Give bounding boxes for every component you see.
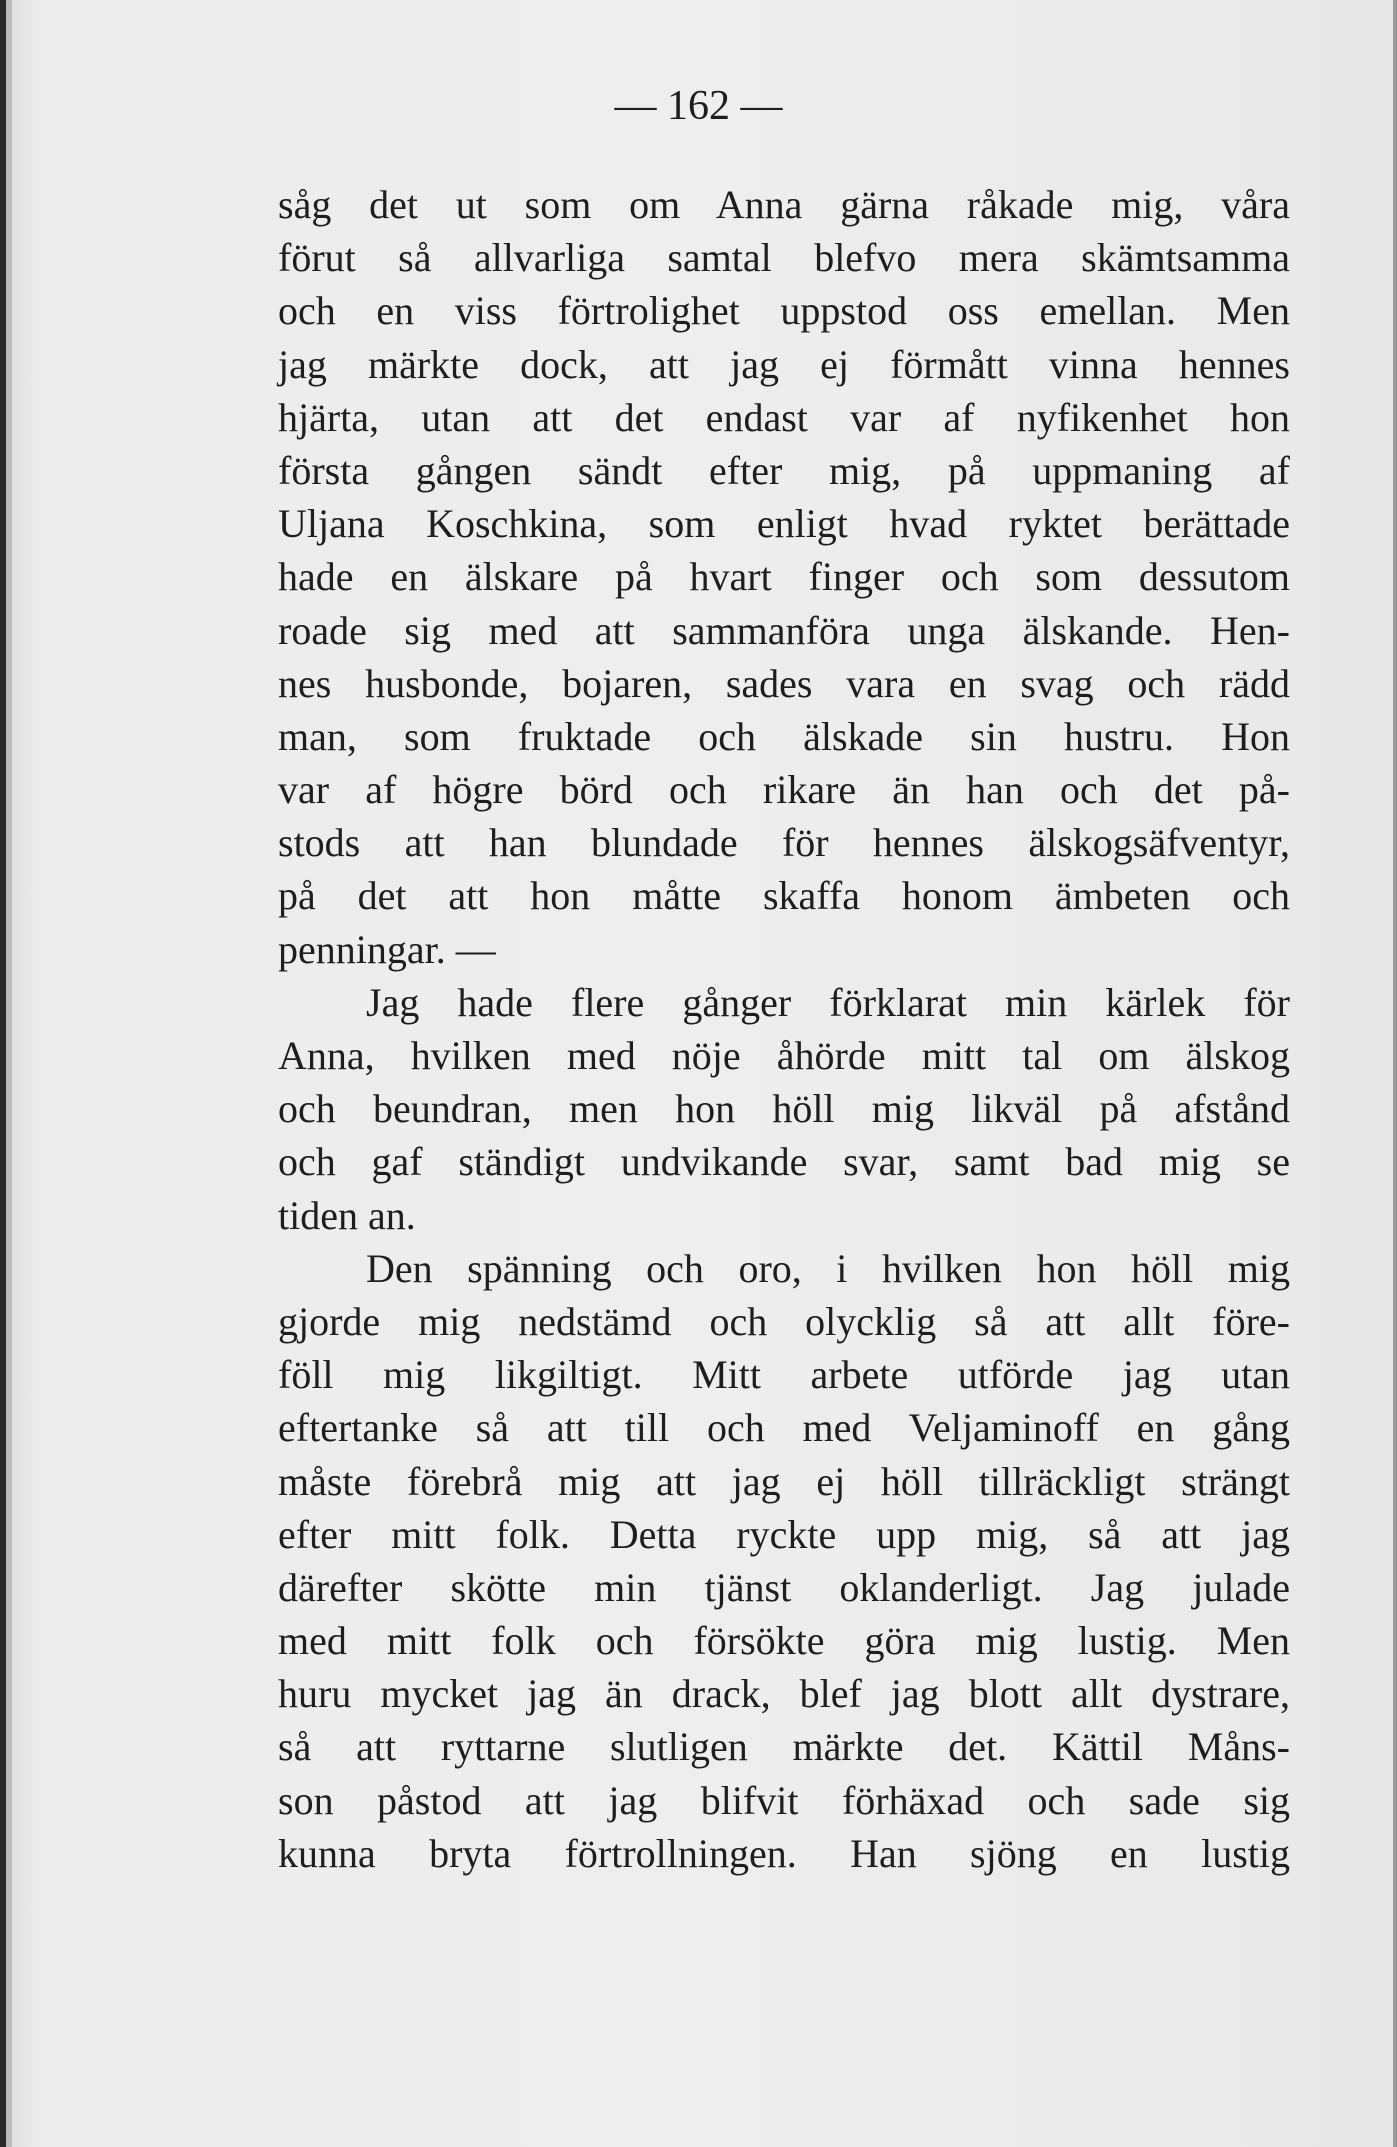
text-line: och en viss förtrolighet uppstod oss emellan. Men (278, 288, 1290, 334)
scan-edge-right (1393, 0, 1397, 2147)
text-line: kunna bryta förtrollningen. Han sjöng en lustig (278, 1830, 1290, 1876)
text-line: nes husbonde, bojaren, sades vara en svag och rädd (278, 660, 1290, 706)
text-line: stods att han blundade för hennes älskogsäfventyr, (278, 820, 1290, 866)
text-line: Jag hade flere gånger förklarat min kärlek för (366, 979, 1290, 1025)
text-line: gjorde mig nedstämd och olycklig så att allt före- (278, 1298, 1290, 1344)
text-line: Den spänning och oro, i hvilken hon höll mig (366, 1245, 1290, 1291)
text-line: penningar. — (278, 926, 496, 972)
text-line: förut så allvarliga samtal blefvo mera skämtsamma (278, 235, 1290, 281)
page-number: — 162 — (614, 83, 783, 129)
text-line: Uljana Koschkina, som enligt hvad ryktet berättade (278, 501, 1290, 547)
text-line: huru mycket jag än drack, blef jag blott allt dystrare, (278, 1671, 1290, 1717)
text-line: på det att hon måtte skaffa honom ämbeten och (278, 873, 1290, 919)
text-line: och beundran, men hon höll mig likväl på afstånd (278, 1086, 1290, 1132)
text-line: hade en älskare på hvart finger och som dessutom (278, 554, 1290, 600)
text-line: och gaf ständigt undvikande svar, samt bad mig se (278, 1139, 1290, 1185)
text-line: roade sig med att sammanföra unga älskande. Hen- (278, 607, 1290, 653)
text-line: måste förebrå mig att jag ej höll tillräckligt strängt (278, 1458, 1290, 1504)
scan-edge-shadow (6, 0, 12, 2147)
text-line: eftertanke så att till och med Veljaminoff en gång (278, 1405, 1290, 1451)
text-line: tiden an. (278, 1192, 416, 1238)
body-text (278, 178, 1290, 1880)
text-line: jag märkte dock, att jag ej förmått vinna hennes (278, 341, 1290, 387)
text-line: med mitt folk och försökte göra mig lustig. Men (278, 1618, 1290, 1664)
text-line: så att ryttarne slutligen märkte det. Kättil Måns- (278, 1724, 1290, 1770)
text-line: var af högre börd och rikare än han och det på- (278, 767, 1290, 813)
text-line: hjärta, utan att det endast var af nyfikenhet hon (278, 394, 1290, 440)
text-line: första gången sändt efter mig, på uppmaning af (278, 447, 1290, 493)
text-line: föll mig likgiltigt. Mitt arbete utförde jag utan (278, 1352, 1290, 1398)
text-line: efter mitt folk. Detta ryckte upp mig, så att jag (278, 1511, 1290, 1557)
text-line: son påstod att jag blifvit förhäxad och sade sig (278, 1777, 1290, 1823)
text-line: därefter skötte min tjänst oklanderligt. Jag julade (278, 1564, 1290, 1610)
text-line: Anna, hvilken med nöje åhörde mitt tal om älskog (278, 1033, 1290, 1078)
text-line: såg det ut som om Anna gärna råkade mig, våra (278, 182, 1290, 227)
text-line: man, som fruktade och älskade sin hustru. Hon (278, 713, 1290, 759)
